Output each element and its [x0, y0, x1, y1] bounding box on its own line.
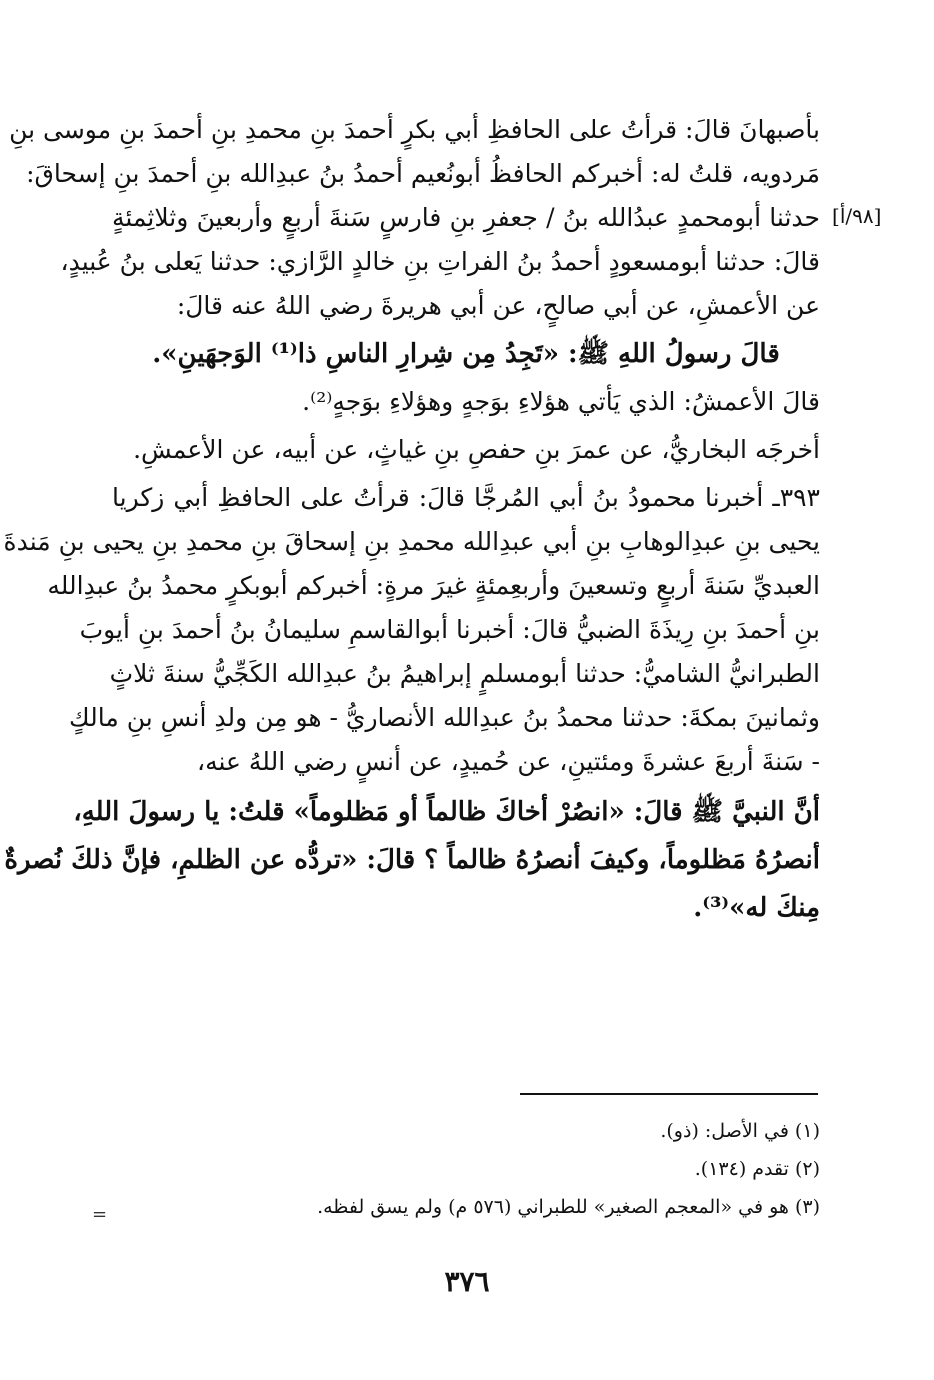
footnote: (١) في الأصل: (ذو).	[660, 1120, 820, 1142]
takhrij-line: أخرجَه البخاريُّ، عن عمرَ بنِ حفصِ بنِ غياثٍ، عن أبيه، عن الأعمشِ.	[133, 435, 820, 464]
text-line: العبديِّ سَنةَ أربعٍ وتسعينَ وأربعِمئةٍ غيرَ مرةٍ: أخبركم أبوبكرٍ محمدُ بنُ عبدِالله	[47, 571, 820, 600]
hadith-text: أنصرُهُ مَظلوماً، وكيفَ أنصرُهُ ظالماً ؟ قالَ: «تردُّه عن الظلمِ، فإنَّ ذلكَ نُصرةٌ	[4, 845, 820, 875]
text-line: مَردويه، قلتُ له: أخبركم الحافظُ أبونُعيم أحمدُ بنُ عبدِالله بنِ أحمدَ بنِ إسحاقَ:	[26, 159, 820, 188]
text-line: بنِ أحمدَ بنِ رِيذَةَ الضبيُّ قالَ: أخبرنا أبوالقاسمِ سليمانُ بنُ أحمدَ بنِ أيوبَ	[79, 615, 820, 644]
margin-symbol: =	[92, 1204, 108, 1225]
footnote: (٣) هو في «المعجم الصغير» للطبراني (٥٧٦ م) ولم يسق لفظه.	[317, 1196, 820, 1218]
margin-reference: [٩٨/أ]	[832, 204, 882, 228]
commentary-line: قالَ الأعمشُ: الذي يَأتي هؤلاءِ بوَجهٍ وهؤلاءِ بوَجهٍ⁽²⁾.	[302, 387, 820, 416]
hadith-text: قالَ رسولُ اللهِ ﷺ: «تَجِدُ مِن شِرارِ الناسِ ذا⁽¹⁾ الوَجهَينِ».	[152, 339, 780, 369]
footnote: (٢) تقدم (١٣٤).	[694, 1158, 820, 1180]
page-number: ٣٧٦	[444, 1265, 490, 1298]
text-line: قالَ: حدثنا أبومسعودٍ أحمدُ بنُ الفراتِ بنِ خالدٍ الرَّازي: حدثنا يَعلى بنُ عُبيدٍ،	[60, 247, 820, 276]
text-line: حدثنا أبومحمدٍ عبدُالله بنُ / جعفرِ بنِ فارسٍ سَنةَ أربعٍ وأربعينَ وثلاثِمئةٍ	[112, 203, 820, 232]
text-line: الطبرانيُّ الشاميُّ: حدثنا أبومسلمٍ إبراهيمُ بنُ عبدِالله الكَجِّيُّ سنةَ ثلاثٍ	[109, 659, 820, 688]
hadith-text: أنَّ النبيَّ ﷺ قالَ: «انصُرْ أخاكَ ظالماً أو مَظلوماً» قلتُ: يا رسولَ اللهِ،	[73, 797, 820, 827]
text-line: ٣٩٣ـ أخبرنا محمودُ بنُ أبي المُرجَّا قالَ: قرأتُ على الحافظِ أبي زكريا	[112, 483, 820, 512]
text-line: وثمانينَ بمكةَ: حدثنا محمدُ بنُ عبدِالله الأنصاريُّ - هو مِن ولدِ أنسِ بنِ مالكٍ	[69, 703, 820, 732]
text-line: - سَنةَ أربعَ عشرةَ ومئتينِ، عن حُميدٍ، عن أنسٍ رضي اللهُ عنه،	[197, 747, 820, 776]
hadith-text: مِنكَ له»⁽³⁾.	[693, 893, 820, 923]
text-line: بأصبهانَ قالَ: قرأتُ على الحافظِ أبي بكرٍ أحمدَ بنِ محمدِ بنِ أحمدَ بنِ موسى بنِ	[9, 115, 820, 144]
text-line: عن الأعمشِ، عن أبي صالحٍ، عن أبي هريرةَ رضي اللهُ عنه قالَ:	[176, 291, 820, 320]
footnote-separator	[520, 1093, 818, 1095]
text-line: يحيى بنِ عبدِالوهابِ بنِ أبي عبدِالله محمدِ بنِ إسحاقَ بنِ محمدِ بنِ يحيى بنِ مَندةَ	[3, 527, 820, 556]
